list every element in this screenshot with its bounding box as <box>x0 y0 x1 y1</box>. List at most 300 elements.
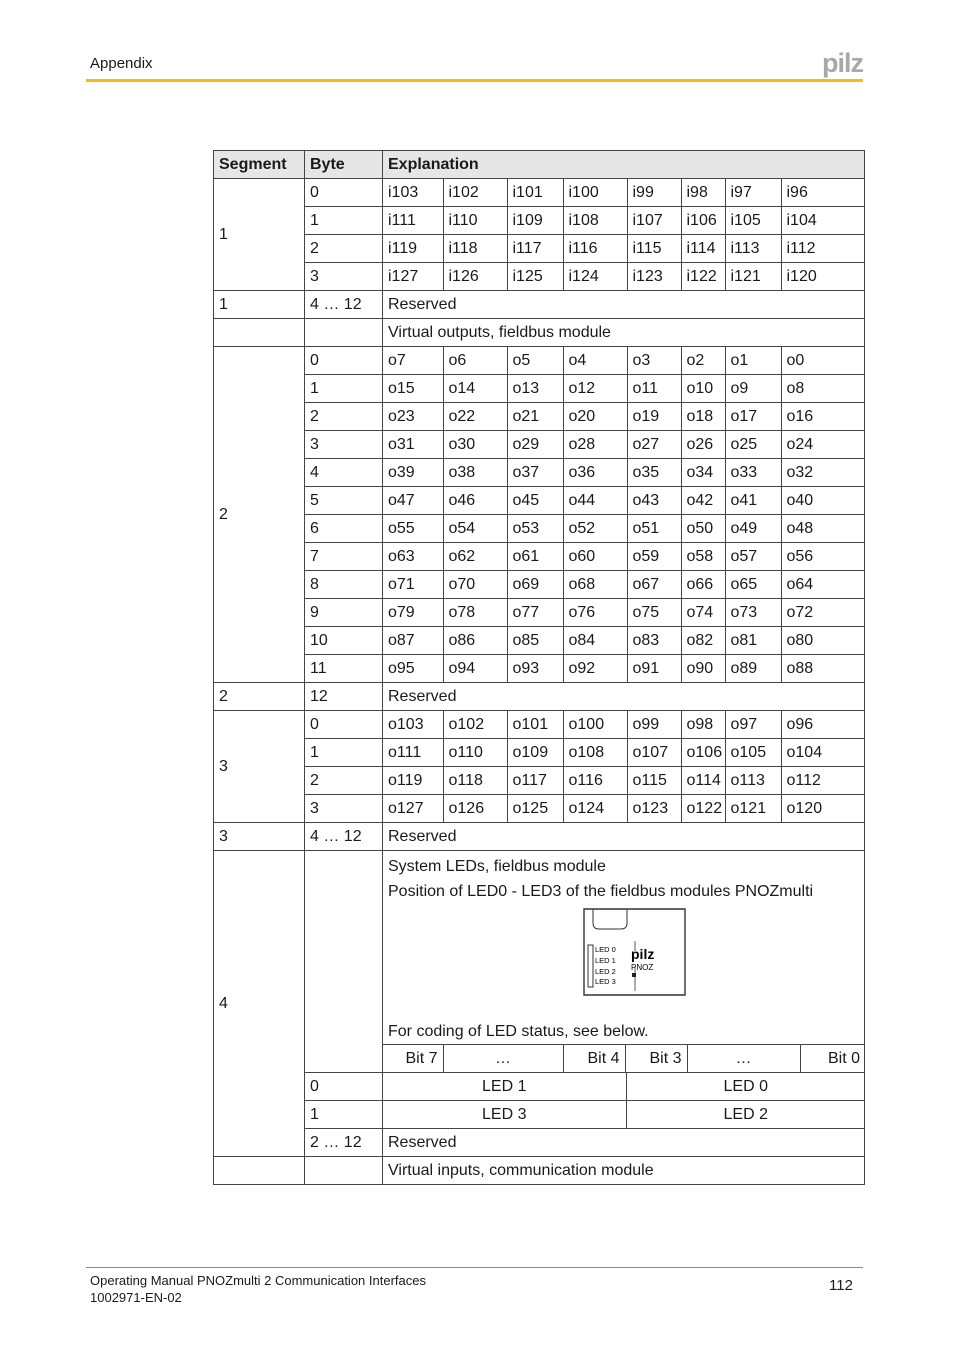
bit-row <box>383 235 865 262</box>
bit-cell: o36 <box>563 459 627 486</box>
led-title: System LEDs, fieldbus module <box>388 858 606 875</box>
bit-cell: o86 <box>443 627 507 654</box>
bit-label: … <box>443 1045 563 1072</box>
bit-cell: o30 <box>443 431 507 458</box>
bit-cell: o94 <box>443 655 507 682</box>
bit-cell: o13 <box>507 375 563 402</box>
led-position-text: Position of LED0 - LED3 of the fieldbus modules PNOZmulti <box>388 883 814 900</box>
bits-cell <box>383 431 865 459</box>
bit-cell: o34 <box>681 459 725 486</box>
bit-row <box>383 431 865 458</box>
table-row <box>214 347 865 375</box>
bit-cell: o16 <box>781 403 865 430</box>
bit-cell: o92 <box>563 655 627 682</box>
bit-cell: o66 <box>681 571 725 598</box>
bit-cell: i121 <box>725 263 781 290</box>
bit-cell: i127 <box>388 267 419 285</box>
byte-cell: 3 <box>305 263 383 291</box>
byte-cell: 2 … 12 <box>305 1129 383 1157</box>
bits-cell <box>383 571 865 599</box>
segment-cell <box>214 1157 305 1185</box>
bit-cell: i103 <box>388 183 419 201</box>
byte-cell: 4 … 12 <box>305 291 383 319</box>
bit-label: Bit 3 <box>625 1045 687 1072</box>
bit-cell: o95 <box>388 659 415 677</box>
page-number: 112 <box>829 1277 853 1294</box>
bit-cell: o82 <box>681 627 725 654</box>
bit-cell: o8 <box>781 375 865 402</box>
section-label-row <box>214 1157 865 1185</box>
bit-cell: o45 <box>507 487 563 514</box>
byte-cell: 5 <box>305 487 383 515</box>
bit-cell: o88 <box>781 655 865 682</box>
led-pair <box>383 1101 865 1128</box>
bit-cell: o54 <box>443 515 507 542</box>
bit-cell: o64 <box>781 571 865 598</box>
byte-cell <box>305 1157 383 1185</box>
bit-cell: o15 <box>388 379 415 397</box>
bit-cell: o50 <box>681 515 725 542</box>
bit-cell: o10 <box>681 375 725 402</box>
bit-cell: o97 <box>725 711 781 738</box>
byte-cell: 0 <box>305 179 383 207</box>
bit-cell: o58 <box>681 543 725 570</box>
byte-cell: 1 <box>305 375 383 403</box>
module-model: PNOZ <box>631 963 654 972</box>
bit-cell: o6 <box>443 347 507 374</box>
byte-cell: 1 <box>305 207 383 235</box>
bit-row <box>383 795 865 822</box>
explanation-cell: Reserved <box>383 823 865 851</box>
column-header-segment: Segment <box>214 151 305 179</box>
led-high: LED 3 <box>482 1105 527 1123</box>
bit-cell: o78 <box>443 599 507 626</box>
bit-cell: o121 <box>725 795 781 822</box>
bits-cell <box>383 627 865 655</box>
table-row <box>214 263 865 291</box>
bit-cell: o113 <box>725 767 781 794</box>
bit-cell: o49 <box>725 515 781 542</box>
bit-cell: o52 <box>563 515 627 542</box>
bits-cell <box>383 795 865 823</box>
bit-cell: o62 <box>443 543 507 570</box>
bit-row <box>383 487 865 514</box>
segment-cell: 2 <box>214 683 305 711</box>
bit-header <box>383 1045 865 1072</box>
bit-cell: o75 <box>627 599 681 626</box>
bit-cell: o53 <box>507 515 563 542</box>
bit-cell: o31 <box>388 435 415 453</box>
byte-cell: 2 <box>305 235 383 263</box>
byte-cell: 2 <box>305 403 383 431</box>
bit-cell: i109 <box>507 207 563 234</box>
table-row <box>214 431 865 459</box>
bit-cell: i120 <box>781 263 865 290</box>
bit-cell: o20 <box>563 403 627 430</box>
bit-row <box>383 375 865 402</box>
bit-cell: o63 <box>388 547 415 565</box>
bit-row <box>383 543 865 570</box>
byte-cell: 2 <box>305 767 383 795</box>
bit-cell: o80 <box>781 627 865 654</box>
table-row <box>214 487 865 515</box>
led-row <box>214 1073 865 1101</box>
bit-cell: o37 <box>507 459 563 486</box>
bit-cell: o14 <box>443 375 507 402</box>
bit-row <box>383 515 865 542</box>
bit-cell: i96 <box>781 179 865 206</box>
bit-cell: o43 <box>627 487 681 514</box>
bit-cell: i104 <box>781 207 865 234</box>
bits-cell <box>383 515 865 543</box>
bit-cell: o5 <box>507 347 563 374</box>
bit-row <box>383 711 865 738</box>
reserved-row <box>214 683 865 711</box>
bit-cell: o35 <box>627 459 681 486</box>
bit-cell: o96 <box>781 711 865 738</box>
byte-cell <box>305 319 383 347</box>
module-logo: pilz <box>631 946 655 962</box>
bit-cell: o59 <box>627 543 681 570</box>
bit-cell: o61 <box>507 543 563 570</box>
bit-cell: o19 <box>627 403 681 430</box>
table-row <box>214 515 865 543</box>
bits-cell <box>383 655 865 683</box>
bits-cell <box>383 487 865 515</box>
bit-cell: o74 <box>681 599 725 626</box>
header-rule <box>86 79 863 82</box>
bit-row <box>383 655 865 682</box>
bit-cell: o46 <box>443 487 507 514</box>
bits-cell <box>383 179 865 207</box>
bit-cell: o79 <box>388 603 415 621</box>
bit-label: Bit 4 <box>563 1045 625 1072</box>
reserved-row <box>214 291 865 319</box>
bit-cell: o107 <box>627 739 681 766</box>
bit-cell: o38 <box>443 459 507 486</box>
byte-cell: 0 <box>305 711 383 739</box>
table-row <box>214 375 865 403</box>
bit-cell: i110 <box>443 207 507 234</box>
bits-cell <box>383 599 865 627</box>
bit-cell: i113 <box>725 235 781 262</box>
segment-cell: 1 <box>214 291 305 319</box>
bit-header-cell <box>383 1045 865 1073</box>
bit-cell: o118 <box>443 767 507 794</box>
bit-cell: o42 <box>681 487 725 514</box>
table-row <box>214 207 865 235</box>
bit-cell: o91 <box>627 655 681 682</box>
byte-cell: 10 <box>305 627 383 655</box>
bit-cell: i102 <box>443 179 507 206</box>
bit-cell: o22 <box>443 403 507 430</box>
svg-text:pilz: pilz <box>822 48 863 78</box>
bits-cell <box>383 375 865 403</box>
bit-cell: o105 <box>725 739 781 766</box>
bit-cell: o83 <box>627 627 681 654</box>
bit-cell: o72 <box>781 599 865 626</box>
bit-cell: i112 <box>781 235 865 262</box>
section-label-row <box>214 319 865 347</box>
bit-cell: o56 <box>781 543 865 570</box>
bit-cell: i119 <box>388 239 418 257</box>
led-coding-text: For coding of LED status, see below. <box>388 1023 649 1040</box>
table-row <box>214 403 865 431</box>
bit-cell: o48 <box>781 515 865 542</box>
bit-cell: i99 <box>627 179 681 206</box>
segment-cell: 4 <box>214 851 305 1157</box>
byte-cell: 7 <box>305 543 383 571</box>
bit-cell: o51 <box>627 515 681 542</box>
bit-cell: o1 <box>725 347 781 374</box>
header-section-title: Appendix <box>90 55 153 72</box>
byte-cell: 0 <box>305 1073 383 1101</box>
segment-cell: 1 <box>214 179 305 291</box>
bit-cell: o114 <box>681 767 725 794</box>
bits-cell <box>383 207 865 235</box>
bit-cell: o33 <box>725 459 781 486</box>
bit-cell: o124 <box>563 795 627 822</box>
bit-cell: o71 <box>388 575 415 593</box>
table-header-row <box>214 151 865 179</box>
byte-cell: 4 <box>305 459 383 487</box>
bit-cell: i117 <box>507 235 563 262</box>
bit-cell: i106 <box>681 207 725 234</box>
bit-cell: o111 <box>388 743 422 761</box>
bit-cell: o84 <box>563 627 627 654</box>
bit-cell: i122 <box>681 263 725 290</box>
bit-cell: o100 <box>563 711 627 738</box>
bit-cell: o109 <box>507 739 563 766</box>
led-pair-cell <box>383 1101 865 1129</box>
bits-cell <box>383 347 865 375</box>
bit-cell: o23 <box>388 407 415 425</box>
bit-cell: o2 <box>681 347 725 374</box>
bits-cell <box>383 739 865 767</box>
bit-cell: o126 <box>443 795 507 822</box>
led-label: LED 3 <box>595 977 616 986</box>
table-row <box>214 711 865 739</box>
bit-cell: o85 <box>507 627 563 654</box>
bit-cell: o76 <box>563 599 627 626</box>
bit-row <box>383 179 865 206</box>
bits-cell <box>383 543 865 571</box>
bit-cell: o69 <box>507 571 563 598</box>
status-indicator-icon <box>632 973 636 977</box>
bit-cell: o122 <box>681 795 725 822</box>
bit-cell: o112 <box>781 767 865 794</box>
bit-row <box>383 627 865 654</box>
bit-cell: o68 <box>563 571 627 598</box>
byte-cell: 8 <box>305 571 383 599</box>
bit-row <box>383 347 865 374</box>
byte-cell: 4 … 12 <box>305 823 383 851</box>
bit-cell: i108 <box>563 207 627 234</box>
bit-cell: o125 <box>507 795 563 822</box>
bit-row <box>383 599 865 626</box>
bit-cell: o32 <box>781 459 865 486</box>
byte-cell: 3 <box>305 431 383 459</box>
led-low: LED 0 <box>626 1073 865 1100</box>
bit-cell: o99 <box>627 711 681 738</box>
bit-cell: o101 <box>507 711 563 738</box>
led-figure <box>383 904 864 1019</box>
bit-cell: o41 <box>725 487 781 514</box>
led-label: LED 2 <box>595 967 616 976</box>
fieldbus-module-image <box>581 907 687 999</box>
bit-label: Bit 0 <box>800 1045 865 1072</box>
bit-row <box>383 403 865 430</box>
bit-row <box>383 767 865 794</box>
table-row <box>214 739 865 767</box>
bit-cell: o89 <box>725 655 781 682</box>
byte-cell: 9 <box>305 599 383 627</box>
led-pair-cell <box>383 1073 865 1101</box>
bit-cell: o65 <box>725 571 781 598</box>
bits-cell <box>383 403 865 431</box>
bit-cell: o18 <box>681 403 725 430</box>
bit-cell: o67 <box>627 571 681 598</box>
bit-cell: i124 <box>563 263 627 290</box>
bit-row <box>383 739 865 766</box>
table-row <box>214 571 865 599</box>
table-row <box>214 767 865 795</box>
bit-cell: o17 <box>725 403 781 430</box>
bit-cell: o106 <box>681 739 725 766</box>
footer-manual-title: Operating Manual PNOZmulti 2 Communication Interfaces <box>90 1273 426 1288</box>
bit-cell: o108 <box>563 739 627 766</box>
explanation-cell: Virtual inputs, communication module <box>383 1157 865 1185</box>
reserved-row <box>214 1129 865 1157</box>
bit-cell: i118 <box>443 235 507 262</box>
bit-cell: o73 <box>725 599 781 626</box>
led-info-cell <box>383 851 865 1045</box>
bits-cell <box>383 459 865 487</box>
bits-cell <box>383 767 865 795</box>
pilz-logo <box>822 48 864 78</box>
bit-cell: o90 <box>681 655 725 682</box>
bit-cell: i107 <box>627 207 681 234</box>
bit-label: Bit 7 <box>405 1049 438 1067</box>
bit-cell: o70 <box>443 571 507 598</box>
table-row <box>214 543 865 571</box>
byte-cell: 0 <box>305 347 383 375</box>
bit-cell: o28 <box>563 431 627 458</box>
bit-cell: i116 <box>563 235 627 262</box>
bits-cell <box>383 263 865 291</box>
bit-cell: o103 <box>388 715 424 733</box>
bit-cell: o4 <box>563 347 627 374</box>
byte-cell: 12 <box>305 683 383 711</box>
segment-cell: 2 <box>214 347 305 683</box>
footer-doc-number: 1002971-EN-02 <box>90 1290 182 1305</box>
bit-row <box>383 207 865 234</box>
led-pair <box>383 1073 865 1100</box>
bit-cell: o29 <box>507 431 563 458</box>
table-row <box>214 235 865 263</box>
bit-cell: o115 <box>627 767 681 794</box>
bit-cell: o0 <box>781 347 865 374</box>
byte-cell <box>305 851 383 1073</box>
bit-cell: o87 <box>388 631 415 649</box>
bit-cell: o98 <box>681 711 725 738</box>
bit-row <box>383 263 865 290</box>
bit-cell: o21 <box>507 403 563 430</box>
bit-cell: o25 <box>725 431 781 458</box>
bit-cell: o110 <box>443 739 507 766</box>
bit-cell: o7 <box>388 351 406 369</box>
bit-cell: o47 <box>388 491 415 509</box>
bit-cell: o40 <box>781 487 865 514</box>
led-high: LED 1 <box>482 1077 527 1095</box>
bits-cell <box>383 235 865 263</box>
bit-cell: o116 <box>563 767 627 794</box>
byte-cell: 6 <box>305 515 383 543</box>
table-row <box>214 459 865 487</box>
byte-cell: 3 <box>305 795 383 823</box>
byte-cell: 11 <box>305 655 383 683</box>
explanation-cell: Virtual outputs, fieldbus module <box>383 319 865 347</box>
bit-cell: o77 <box>507 599 563 626</box>
bit-cell: o104 <box>781 739 865 766</box>
bit-cell: o123 <box>627 795 681 822</box>
bit-cell: i125 <box>507 263 563 290</box>
bit-cell: o127 <box>388 799 424 817</box>
led-row <box>214 1101 865 1129</box>
bit-cell: i114 <box>681 235 725 262</box>
bit-cell: o120 <box>781 795 865 822</box>
bit-cell: i123 <box>627 263 681 290</box>
byte-cell: 1 <box>305 739 383 767</box>
table-row <box>214 627 865 655</box>
led-label: LED 1 <box>595 956 616 965</box>
bits-cell <box>383 711 865 739</box>
footer-rule <box>86 1267 863 1268</box>
bit-label: … <box>687 1045 800 1072</box>
bit-cell: o26 <box>681 431 725 458</box>
bit-cell: o60 <box>563 543 627 570</box>
bit-cell: o27 <box>627 431 681 458</box>
column-header-explanation: Explanation <box>383 151 865 179</box>
segment-cell: 3 <box>214 711 305 823</box>
column-header-byte: Byte <box>305 151 383 179</box>
led-low: LED 2 <box>626 1101 865 1128</box>
bit-cell: o119 <box>388 771 423 789</box>
bit-cell: o12 <box>563 375 627 402</box>
led-label: LED 0 <box>595 945 616 954</box>
bit-cell: i101 <box>507 179 563 206</box>
segment-cell: 3 <box>214 823 305 851</box>
bit-row <box>383 459 865 486</box>
bit-cell: i111 <box>388 211 416 229</box>
bit-row <box>383 571 865 598</box>
byte-cell: 1 <box>305 1101 383 1129</box>
bit-cell: o102 <box>443 711 507 738</box>
bit-cell: i115 <box>627 235 681 262</box>
bit-cell: i98 <box>681 179 725 206</box>
explanation-cell: Reserved <box>383 291 865 319</box>
bit-cell: o11 <box>627 375 681 402</box>
bit-cell: o44 <box>563 487 627 514</box>
bit-cell: i100 <box>563 179 627 206</box>
bit-cell: o57 <box>725 543 781 570</box>
bit-cell: o24 <box>781 431 865 458</box>
bit-cell: o93 <box>507 655 563 682</box>
bit-cell: i97 <box>725 179 781 206</box>
table-row <box>214 655 865 683</box>
bit-cell: o9 <box>725 375 781 402</box>
explanation-cell: Reserved <box>383 1129 865 1157</box>
